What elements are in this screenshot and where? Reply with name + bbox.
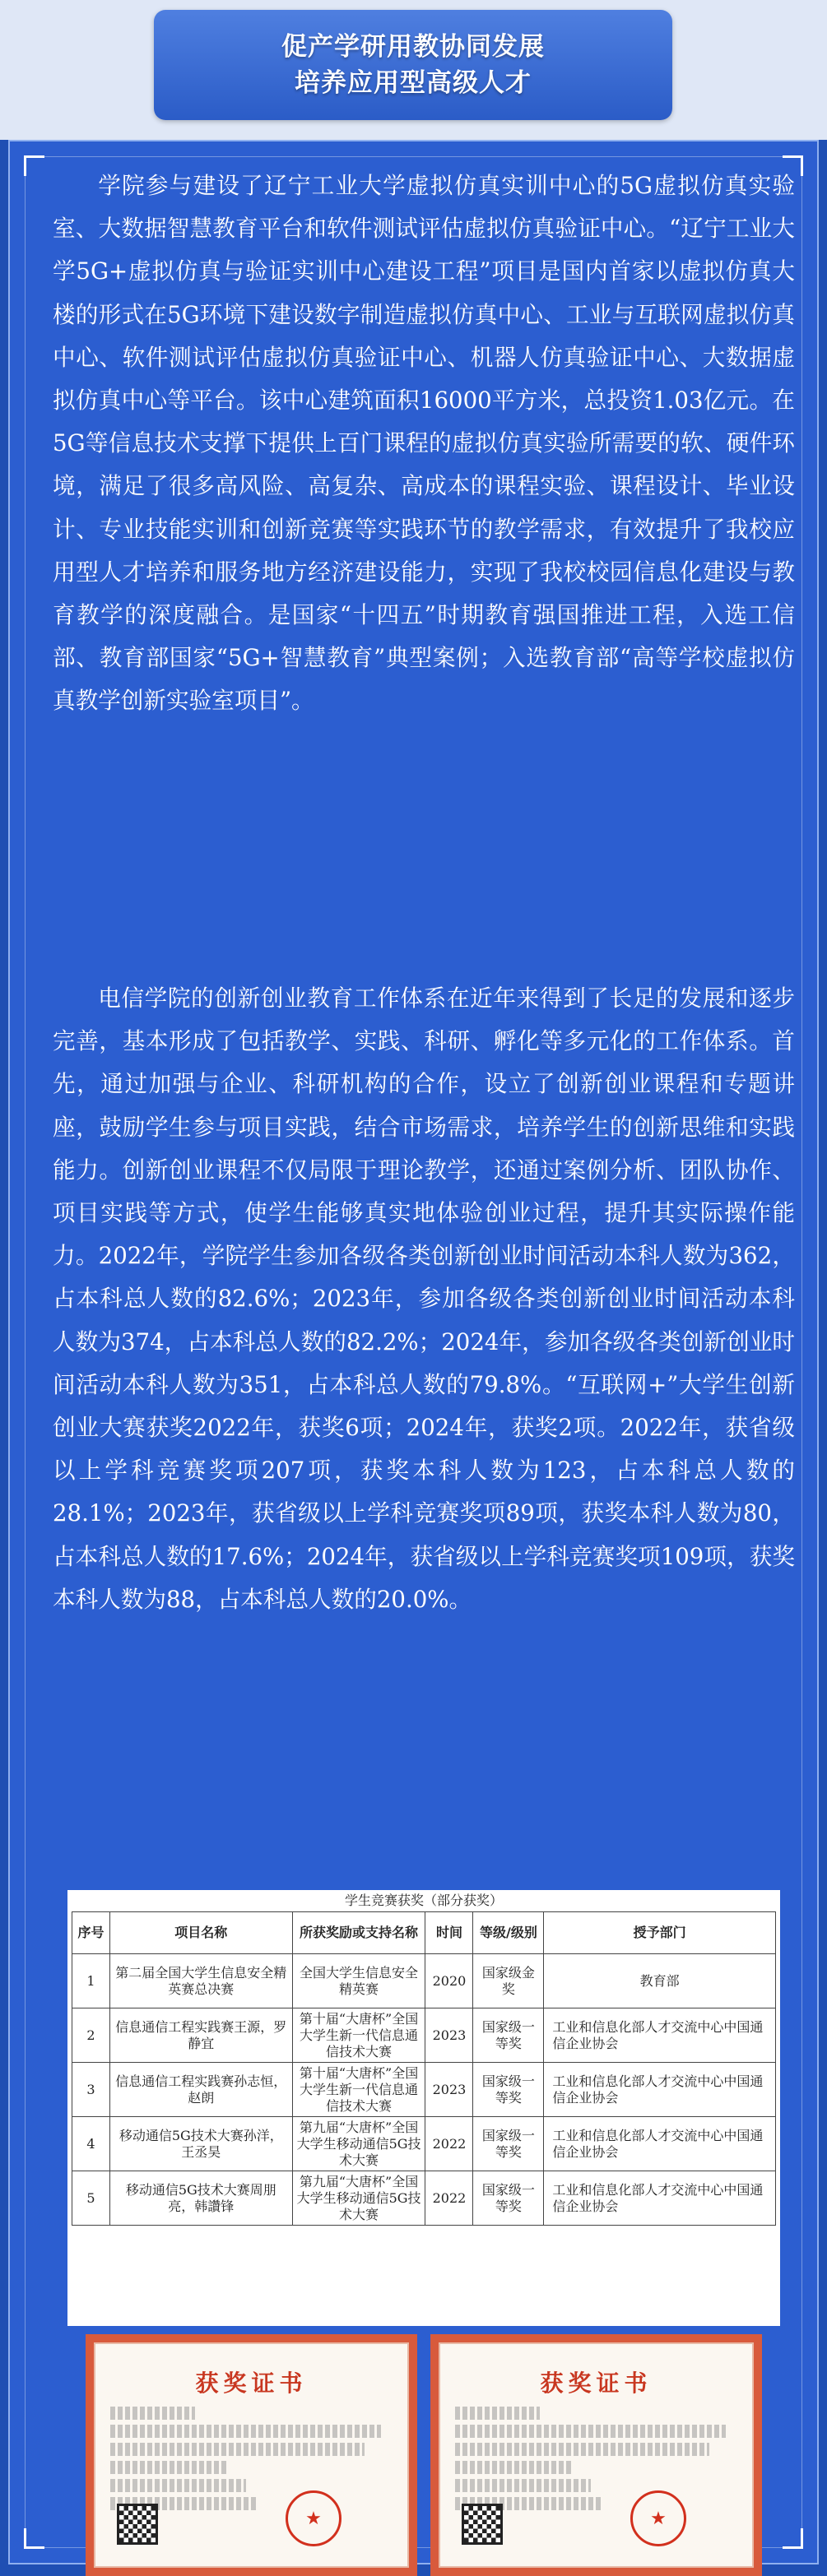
cell-dept: 工业和信息化部人才交流中心中国通信企业协会 [544,2008,776,2063]
cell-no: 2 [72,2008,110,2063]
table-row [72,2171,776,2226]
certificate-paper [94,2342,409,2568]
cell-project: 移动通信5G技术大赛周朋亮，韩讚锋 [109,2171,292,2226]
header-level: 等级/级别 [473,1912,544,1954]
award-certificate-image [430,2334,762,2576]
official-seal-icon: ★ [286,2490,341,2546]
cell-project: 信息通信工程实践赛孙志恒，赵朗 [109,2063,292,2117]
cell-year: 2020 [425,1954,473,2008]
cell-level: 国家级一等奖 [473,2171,544,2226]
cell-award: 第九届“大唐杯”全国大学生移动通信5G技术大赛 [292,2171,425,2226]
corner-ornament [783,2528,803,2549]
header-title-line1: 促产学研用教协同发展 [281,32,545,62]
cell-dept: 工业和信息化部人才交流中心中国通信企业协会 [544,2063,776,2117]
cell-award: 第十届“大唐杯”全国大学生新一代信息通信技术大赛 [292,2008,425,2063]
table-row [72,2008,776,2063]
awards-table [72,1911,776,2226]
cell-project: 信息通信工程实践赛王源，罗静宜 [109,2008,292,2063]
cell-level: 国家级金奖 [473,1954,544,2008]
cell-year: 2023 [425,2063,473,2117]
cell-dept: 教育部 [544,1954,776,2008]
header-award: 所获奖励或支持名称 [292,1912,425,1954]
header-project: 项目名称 [109,1912,292,1954]
cell-no: 5 [72,2171,110,2226]
cell-dept: 工业和信息化部人才交流中心中国通信企业协会 [544,2117,776,2171]
cell-dept: 工业和信息化部人才交流中心中国通信企业协会 [544,2171,776,2226]
paragraph-innovation-entrepreneurship: 电信学院的创新创业教育工作体系在近年来得到了长足的发展和逐步完善，基本形成了包括教学、实践、科研、孵化等多元化的工作体系。首先，通过加强与企业、科研机构的合作，设立了创新创业课程和专题讲座，鼓励学生参与项目实践，结合市场需求，培养学生的创新思维和实践能力。创新创业课程不仅局限于理论教学，还通过案例分析、团队协作、项目实践等方式，使学生能够真实地体验创业过程，提升其实际操作能力。2022年，学院学生参加各级各类创新创业时间活动本科人数为362，占本科总人数的82.6%；2023年，参加各级各类创新创业时间活动本科人数为374，占本科总人数的82.2%；2024年，参加各级各类创新创业时间活动本科人数为351，占本科总人数的79.8%。“互联网+”大学生创新创业大赛获奖2022年，获奖6项；2024年，获奖2项。2022年，获省级以上学科竞赛奖项207项，获奖本科人数为123，占本科总人数的28.1%；2023年，获省级以上学科竞赛奖项89项，获奖本科人数为80，占本科总人数的17.6%；2024年，获省级以上学科竞赛奖项109项，获奖本科人数为88，占本科总人数的20.0%。 [53,985,795,1613]
table-caption: 学生竞赛获奖（部分获奖） [344,1893,503,1908]
cell-year: 2022 [425,2171,473,2226]
header-no: 序号 [72,1912,110,1954]
certificate-body-text [455,2407,737,2515]
corner-ornament [24,155,44,176]
cell-no: 4 [72,2117,110,2171]
certificates-row [86,2334,762,2576]
certificate-paper [439,2342,754,2568]
table-row [72,1954,776,2008]
award-certificate-image [86,2334,417,2576]
cell-award: 第九届“大唐杯”全国大学生移动通信5G技术大赛 [292,2117,425,2171]
qr-code-icon [117,2504,158,2545]
table-row [72,2063,776,2117]
main-content-panel [8,140,819,2564]
header-banner [154,10,672,120]
awards-table-container [67,1890,780,2326]
qr-code-icon [462,2504,503,2545]
cell-award: 第十届“大唐杯”全国大学生新一代信息通信技术大赛 [292,2063,425,2117]
certificate-body-text [110,2407,393,2515]
cell-level: 国家级一等奖 [473,2117,544,2171]
cell-year: 2023 [425,2008,473,2063]
cell-level: 国家级一等奖 [473,2063,544,2117]
certificate-title: 获奖证书 [540,2370,653,2397]
cell-no: 1 [72,1954,110,2008]
table-row [72,2117,776,2171]
cell-level: 国家级一等奖 [473,2008,544,2063]
official-seal-icon: ★ [630,2490,686,2546]
cell-project: 第二届全国大学生信息安全精英赛总决赛 [109,1954,292,2008]
cell-no: 3 [72,2063,110,2117]
header-year: 时间 [425,1912,473,1954]
table-header-row [72,1912,776,1954]
paragraph-virtual-simulation-center: 学院参与建设了辽宁工业大学虚拟仿真实训中心的5G虚拟仿真实验室、大数据智慧教育平台和软件测试评估虚拟仿真验证中心。“辽宁工业大学5G+虚拟仿真与验证实训中心建设工程”项目是国内首家以虚拟仿真大楼的形式在5G环境下建设数字制造虚拟仿真中心、工业与互联网虚拟仿真中心、软件测试评估虚拟仿真验证中心、机器人仿真验证中心、大数据虚拟仿真中心等平台。该中心建筑面积16000平方米，总投资1.03亿元。在5G等信息技术支撑下提供上百门课程的虚拟仿真实验所需要的软、硬件环境，满足了很多高风险、高复杂、高成本的课程实验、课程设计、毕业设计、专业技能实训和创新竞赛等实践环节的教学需求，有效提升了我校应用型人才培养和服务地方经济建设能力，实现了我校校园信息化建设与教育教学的深度融合。是国家“十四五”时期教育强国推进工程，入选工信部、教育部国家“5G+智慧教育”典型案例；入选教育部“高等学校虚拟仿真教学创新实验室项目”。 [53,172,795,715]
cell-project: 移动通信5G技术大赛孙洋，王丞昊 [109,2117,292,2171]
certificate-title: 获奖证书 [195,2370,308,2397]
header-title-line2: 培养应用型高级人才 [295,68,532,98]
cell-award: 全国大学生信息安全精英赛 [292,1954,425,2008]
header-dept: 授予部门 [544,1912,776,1954]
corner-ornament [24,2528,44,2549]
cell-year: 2022 [425,2117,473,2171]
